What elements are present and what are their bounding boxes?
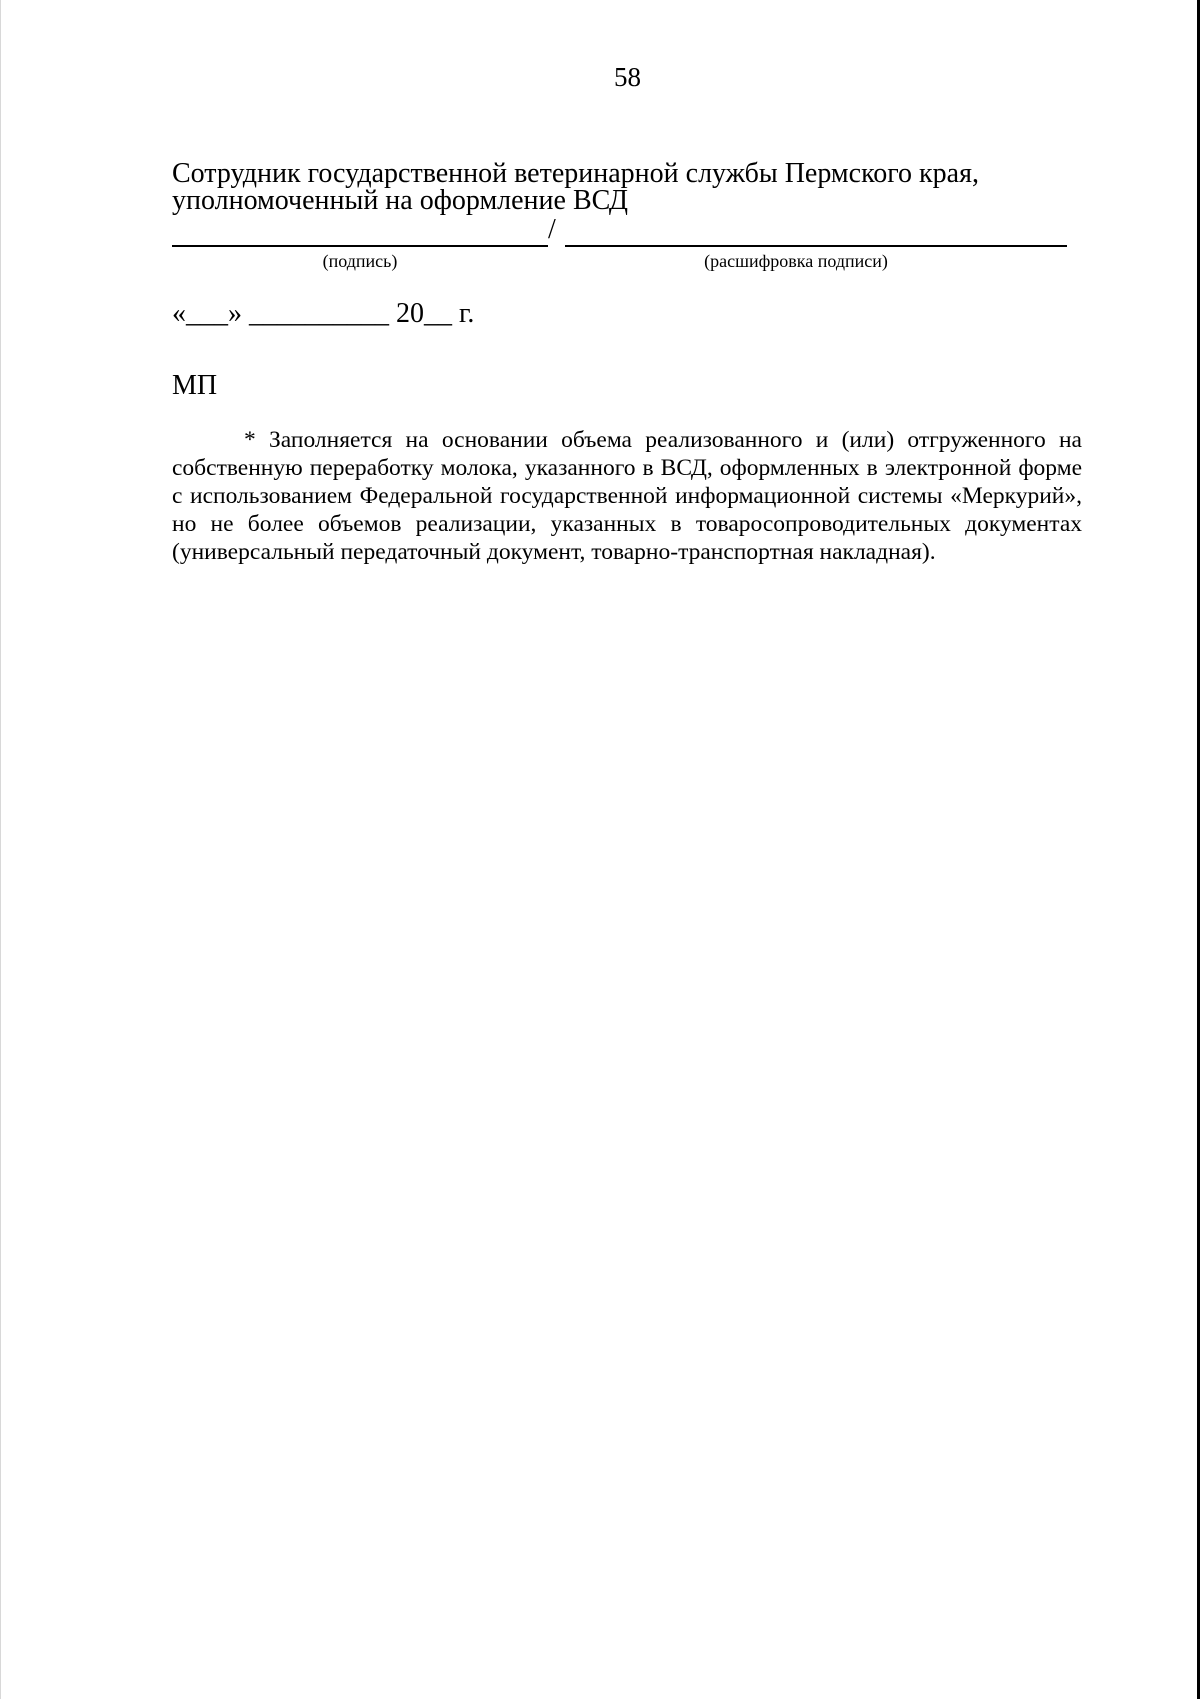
- footnote: [172, 426, 1082, 566]
- stamp-mark: МП: [172, 370, 218, 401]
- signature-separator: /: [548, 214, 556, 245]
- scan-edge-left: [0, 0, 1, 1699]
- signatory-title-line-1: Сотрудник государственной ветеринарной службы Пермского края,: [172, 158, 979, 189]
- signature-line: [172, 245, 548, 247]
- page-number: 58: [614, 62, 641, 92]
- signatory-title: [172, 160, 1072, 214]
- footnote-text: * Заполняется на основании объема реализованного и (или) отгруженного на собственную переработку молока, указанного в ВСД, оформленных в электронной форме с использованием Федеральной государственной информационной системы «Меркурий», но не более объемов реализации, указанных в товаросопроводительных документах (универсальный передаточный документ, товарно-транспортная накладная).: [172, 427, 1082, 565]
- date-line: «___» __________ 20__ г.: [172, 298, 475, 329]
- signature-decode-line: [565, 245, 1067, 247]
- signature-caption: (подпись): [322, 251, 398, 271]
- signatory-title-line-2: уполномоченный на оформление ВСД: [172, 185, 629, 216]
- signature-decode-caption: (расшифровка подписи): [704, 251, 888, 271]
